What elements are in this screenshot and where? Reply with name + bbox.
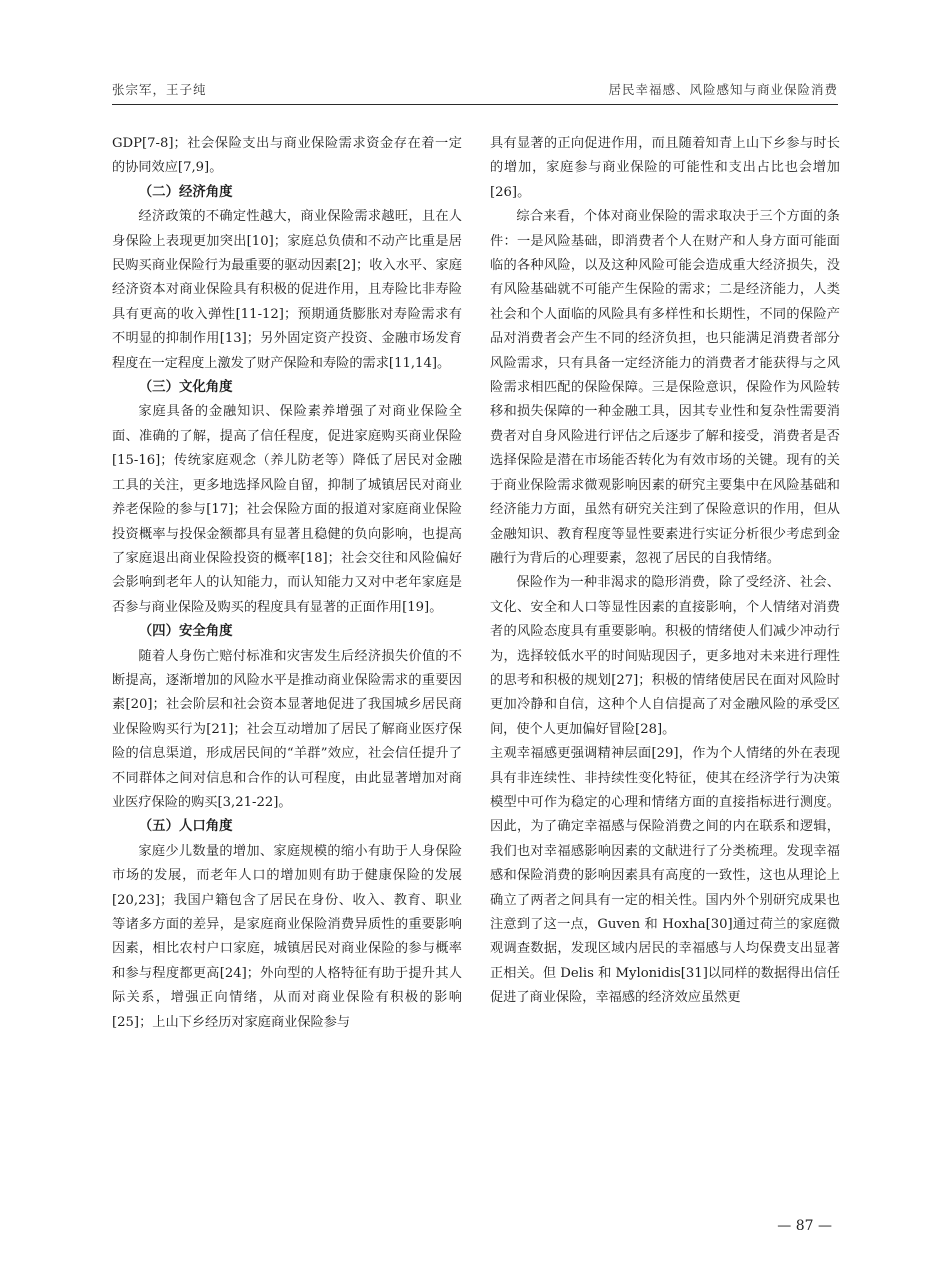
running-header <box>112 78 838 105</box>
paragraph: GDP[7-8]；社会保险支出与商业保险需求资金存在着一定的协同效应[7,9]。 <box>112 136 462 176</box>
paragraph: 综合来看，个体对商业保险的需求取决于三个方面的条件：一是风险基础，即消费者个人在财产和人身方面可能面临的各种风险，以及这种风险可能会造成重大经济损失，没有风险基础就不可能产生保险的需求；二是经济能力，人类社会和个人面临的风险具有多样性和长期性，不同的保险产品对消费者会产生不同的经济负担，也只能满足消费者部分风险需求，只有具备一定经济能力的消费者才能获得与之风险需求相匹配的保险保障。三是保险意识，保险作为风险转移和损失保障的一种金融工具，因其专业性和复杂性需要消费者对自身风险进行评估之后逐步了解和接受，消费者是否选择保险是潜在市场能否转化为有效市场的关键。现有的关于商业保险需求微观影响因素的研究主要集中在风险基础和经济能力方面，虽然有研究关注到了保险意识的作用，但从金融知识、教育程度等显性要素进行实证分析很少考虑到金融行为背后的心理要素，忽视了居民的自我情绪。 <box>490 209 840 566</box>
section-heading: （四）安全角度 <box>138 624 233 640</box>
paragraph: 家庭具备的金融知识、保险素养增强了对商业保险全面、准确的了解，提高了信任程度，促进家庭购买商业保险[15-16]；传统家庭观念（养儿防老等）降低了居民对金融工具的关注，更多地选择风险自留，抑制了城镇居民对商业养老保险的参与[17]；社会保险方面的报道对家庭商业保险投资概率与投保金额都具有显著且稳健的负向影响，也提高了家庭退出商业保险投资的概率[18]；社会交往和风险偏好会影响到老年人的认知能力，而认知能力又对中老年家庭是否参与商业保险及购买的程度具有显著的正面作用[19]。 <box>112 404 462 615</box>
section-heading: （五）人口角度 <box>138 819 233 835</box>
section-heading: （二）经济角度 <box>138 184 233 200</box>
right-column <box>490 132 840 1011</box>
paragraph: 保险作为一种非渴求的隐形消费，除了受经济、社会、文化、安全和人口等显性因素的直接影响，个人情绪对消费者的风险态度具有重要影响。积极的情绪使人们减少冲动行为，选择较低水平的时间贴现因子，更多地对未来进行理性的思考和积极的规划[27]；积极的情绪使居民在面对风险时更加冷静和自信，这种个人自信提高了对金融风险的承受区间，使个人更加偏好冒险[28]。 <box>490 575 840 737</box>
paragraph: 家庭少儿数量的增加、家庭规模的缩小有助于人身保险市场的发展，而老年人口的增加则有助于健康保险的发展[20,23]；我国户籍包含了居民在身份、收入、教育、职业等诸多方面的差异，是家庭商业保险消费异质性的重要影响因素，相比农村户口家庭，城镇居民对商业保险的参与概率和参与程度都更高[24]；外向型的人格特征有助于提升其人际关系，增强正向情绪，从而对商业保险有积极的影响[25]；上山下乡经历对家庭商业保险参与 <box>112 843 462 1030</box>
paragraph: 经济政策的不确定性越大，商业保险需求越旺，且在人身保险上表现更加突出[10]；家庭总负债和不动产比重是居民购买商业保险行为最重要的驱动因素[2]；收入水平、家庭经济资本对商业保险具有积极的促进作用，且寿险比非寿险具有更高的收入弹性[11-12]；预期通货膨胀对寿险需求有不明显的抑制作用[13]；另外固定资产投资、金融市场发育程度在一定程度上激发了财产保险和寿险的需求[11,14]。 <box>112 209 462 371</box>
paragraph: 随着人身伤亡赔付标准和灾害发生后经济损失价值的不断提高，逐渐增加的风险水平是推动商业保险需求的重要因素[20]；社会阶层和社会资本显著地促进了我国城乡居民商业保险购买行为[21]；社会互动增加了居民了解商业医疗保险的信息渠道，形成居民间的“羊群”效应，社会信任提升了不同群体之间对信息和合作的认可程度，由此显著增加对商业医疗保险的购买[3,21-22]。 <box>112 648 462 810</box>
paragraph: 具有显著的正向促进作用，而且随着知青上山下乡参与时长的增加，家庭参与商业保险的可能性和支出占比也会增加[26]。 <box>490 136 840 200</box>
section-heading: （三）文化角度 <box>138 380 233 396</box>
paragraph: 主观幸福感更强调精神层面[29]，作为个人情绪的外在表现具有非连续性、非持续性变化特征，使其在经济学行为决策模型中可作为稳定的心理和情绪方面的直接指标进行测度。因此，为了确定幸福感与保险消费之间的内在联系和逻辑，我们也对幸福感影响因素的文献进行了分类梳理。发现幸福感和保险消费的影响因素具有高度的一致性，这也从理论上确立了两者之间具有一定的相关性。国内外个别研究成果也注意到了这一点，Guven 和 Hoxha[30]通过荷兰的家庭微观调查数据，发现区域内居民的幸福感与人均保费支出显著正相关。但 Delis 和 Mylonidis[31]以同样的数据得出信任促进了商业保险，幸福感的经济效应虽然更 <box>490 746 840 1006</box>
left-column <box>112 132 462 1035</box>
page-number: — 87 — <box>777 1218 832 1234</box>
header-article-title: 居民幸福感、风险感知与商业保险消费 <box>608 82 838 97</box>
header-authors: 张宗军，王子纯 <box>112 82 207 97</box>
